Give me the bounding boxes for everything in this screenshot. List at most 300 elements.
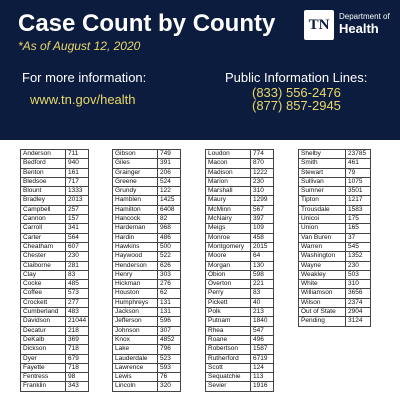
table-row [113, 224, 181, 233]
case-count-cell: 221 [251, 280, 274, 289]
table-row [206, 354, 274, 363]
county-name-cell: Decatur [21, 326, 66, 335]
case-count-cell: 2015 [251, 242, 274, 251]
case-count-cell: 83 [66, 270, 89, 279]
case-count-cell: 369 [66, 335, 89, 344]
county-name-cell: Bedford [21, 159, 66, 168]
case-count-cell: 113 [251, 373, 274, 382]
case-count-cell: 213 [251, 308, 274, 317]
table-row [113, 289, 181, 298]
table-row [206, 308, 274, 317]
county-name-cell: Henry [113, 270, 158, 279]
county-name-cell: Lake [113, 345, 158, 354]
county-name-cell: Lincoln [113, 382, 158, 391]
case-count-cell: 567 [251, 205, 274, 214]
county-table-column-4 [298, 149, 371, 327]
case-count-cell: 83 [251, 289, 274, 298]
case-count-cell: 679 [66, 354, 89, 363]
county-name-cell: Obion [206, 270, 251, 279]
case-count-cell: 276 [158, 280, 181, 289]
county-name-cell: Hancock [113, 215, 158, 224]
table-row [113, 345, 181, 354]
table-row [206, 298, 274, 307]
table-row [113, 215, 181, 224]
table-row [299, 150, 371, 159]
table-row [206, 187, 274, 196]
county-name-cell: Dyer [21, 354, 66, 363]
case-count-cell: 749 [158, 150, 181, 159]
table-row [206, 373, 274, 382]
county-name-cell: Johnson [113, 326, 158, 335]
county-name-cell: Out of State [299, 308, 346, 317]
case-count-cell: 718 [66, 345, 89, 354]
county-name-cell: Blount [21, 187, 66, 196]
case-count-cell: 310 [346, 280, 371, 289]
county-name-cell: White [299, 280, 346, 289]
case-count-cell: 6408 [158, 205, 181, 214]
case-count-cell: 522 [158, 252, 181, 261]
case-count-cell: 496 [251, 335, 274, 344]
case-count-cell: 774 [251, 150, 274, 159]
case-count-cell: 545 [346, 242, 371, 251]
county-name-cell: Hardin [113, 233, 158, 242]
county-name-cell: Weakley [299, 270, 346, 279]
table-row [21, 196, 89, 205]
county-name-cell: Rutherford [206, 354, 251, 363]
table-row [206, 335, 274, 344]
case-count-cell: 230 [346, 261, 371, 270]
tn-health-logo [304, 10, 396, 44]
table-row [299, 270, 371, 279]
county-name-cell: Humphreys [113, 298, 158, 307]
county-name-cell: Tipton [299, 196, 346, 205]
county-name-cell: Carroll [21, 224, 66, 233]
case-count-cell: 607 [66, 242, 89, 251]
case-count-cell: 1587 [251, 345, 274, 354]
case-count-cell: 593 [158, 363, 181, 372]
table-row [299, 289, 371, 298]
table-row [113, 354, 181, 363]
table-row [206, 205, 274, 214]
case-count-cell: 307 [158, 326, 181, 335]
case-count-cell: 124 [251, 363, 274, 372]
county-name-cell: Wayne [299, 261, 346, 270]
table-row [113, 382, 181, 391]
table-row [206, 270, 274, 279]
table-row [299, 252, 371, 261]
county-name-cell: Unicoi [299, 215, 346, 224]
table-row [113, 363, 181, 372]
case-count-cell: 161 [66, 168, 89, 177]
county-table-column-2 [112, 149, 181, 392]
county-name-cell: Henderson [113, 261, 158, 270]
table-row [21, 242, 89, 251]
table-row [113, 242, 181, 251]
county-name-cell: Haywood [113, 252, 158, 261]
county-name-cell: Loudon [206, 150, 251, 159]
table-row [21, 289, 89, 298]
case-count-cell: 257 [66, 205, 89, 214]
county-name-cell: Hamilton [113, 205, 158, 214]
table-row [21, 326, 89, 335]
case-count-cell: 461 [346, 159, 371, 168]
county-name-cell: Washington [299, 252, 346, 261]
case-count-cell: 3501 [346, 187, 371, 196]
county-name-cell: Roane [206, 335, 251, 344]
table-row [299, 159, 371, 168]
case-count-cell: 596 [158, 317, 181, 326]
case-count-cell: 343 [66, 382, 89, 391]
table-row [299, 177, 371, 186]
case-count-cell: 524 [158, 177, 181, 186]
county-name-cell: Lewis [113, 373, 158, 382]
table-row [113, 252, 181, 261]
case-count-cell: 1352 [346, 252, 371, 261]
table-row [206, 168, 274, 177]
table-row [113, 298, 181, 307]
case-count-cell: 717 [66, 177, 89, 186]
case-count-cell: 98 [66, 373, 89, 382]
county-name-cell: Stewart [299, 168, 346, 177]
county-name-cell: Sullivan [299, 177, 346, 186]
county-name-cell: Sumner [299, 187, 346, 196]
county-name-cell: Macon [206, 159, 251, 168]
table-row [299, 298, 371, 307]
table-row [206, 317, 274, 326]
county-name-cell: Williamson [299, 289, 346, 298]
table-row [206, 289, 274, 298]
county-name-cell: Wilson [299, 298, 346, 307]
table-row [113, 261, 181, 270]
case-count-cell: 626 [158, 261, 181, 270]
case-count-cell: 870 [251, 159, 274, 168]
table-row [21, 270, 89, 279]
county-name-cell: Bledsoe [21, 177, 66, 186]
case-count-cell: 64 [251, 252, 274, 261]
table-row [206, 382, 274, 391]
case-count-cell: 391 [158, 159, 181, 168]
county-name-cell: Benton [21, 168, 66, 177]
table-row [21, 215, 89, 224]
county-name-cell: Robertson [206, 345, 251, 354]
county-name-cell: Jefferson [113, 317, 158, 326]
county-table-area [0, 140, 400, 400]
table-row [21, 224, 89, 233]
county-name-cell: Fentress [21, 373, 66, 382]
case-count-cell: 711 [66, 150, 89, 159]
county-name-cell: Bradley [21, 196, 66, 205]
table-row [21, 187, 89, 196]
case-count-cell: 500 [158, 242, 181, 251]
table-row [299, 196, 371, 205]
case-count-cell: 1333 [66, 187, 89, 196]
table-row [299, 308, 371, 317]
table-row [113, 150, 181, 159]
table-row [299, 317, 371, 326]
table-row [21, 159, 89, 168]
case-count-cell: 79 [346, 168, 371, 177]
table-row [299, 242, 371, 251]
case-count-cell: 2374 [346, 298, 371, 307]
table-row [299, 168, 371, 177]
table-row [21, 345, 89, 354]
case-count-cell: 3124 [346, 317, 371, 326]
table-row [206, 261, 274, 270]
county-name-cell: Hamblen [113, 196, 158, 205]
county-name-cell: Lawrence [113, 363, 158, 372]
phone-number-2[interactable]: (877) 857-2945 [252, 98, 341, 113]
table-row [21, 335, 89, 344]
case-count-cell: 37 [346, 233, 371, 242]
county-name-cell: Van Buren [299, 233, 346, 242]
table-row [21, 373, 89, 382]
table-row [206, 150, 274, 159]
county-name-cell: Grundy [113, 187, 158, 196]
county-name-cell: Maury [206, 196, 251, 205]
table-row [206, 224, 274, 233]
case-count-cell: 458 [251, 233, 274, 242]
county-name-cell: Morgan [206, 261, 251, 270]
table-row [113, 373, 181, 382]
case-count-cell: 1425 [158, 196, 181, 205]
table-row [21, 298, 89, 307]
case-count-cell: 573 [66, 289, 89, 298]
table-row [113, 168, 181, 177]
case-count-cell: 1217 [346, 196, 371, 205]
table-row [206, 363, 274, 372]
county-name-cell: Gibson [113, 150, 158, 159]
table-row [299, 233, 371, 242]
table-row [299, 261, 371, 270]
county-name-cell: Giles [113, 159, 158, 168]
county-name-cell: Knox [113, 335, 158, 344]
case-count-cell: 6719 [251, 354, 274, 363]
county-name-cell: Scott [206, 363, 251, 372]
table-row [113, 196, 181, 205]
case-count-cell: 2904 [346, 308, 371, 317]
table-row [21, 233, 89, 242]
table-row [299, 205, 371, 214]
county-name-cell: Carter [21, 233, 66, 242]
case-count-cell: 598 [251, 270, 274, 279]
case-count-cell: 218 [66, 326, 89, 335]
county-name-cell: Rhea [206, 326, 251, 335]
case-count-cell: 320 [158, 382, 181, 391]
health-website-link[interactable]: www.tn.gov/health [30, 92, 136, 107]
info-lines-label: Public Information Lines: [225, 70, 368, 85]
county-name-cell: Marshall [206, 187, 251, 196]
case-count-cell: 1075 [346, 177, 371, 186]
table-row [113, 205, 181, 214]
county-name-cell: Marion [206, 177, 251, 186]
table-row [113, 280, 181, 289]
table-row [113, 308, 181, 317]
table-row [113, 270, 181, 279]
case-count-cell: 483 [66, 308, 89, 317]
county-name-cell: Montgomery [206, 242, 251, 251]
county-name-cell: Claiborne [21, 261, 66, 270]
county-name-cell: Hickman [113, 280, 158, 289]
table-row [206, 196, 274, 205]
case-count-cell: 281 [66, 261, 89, 270]
case-count-cell: 230 [251, 177, 274, 186]
county-name-cell: Jackson [113, 308, 158, 317]
county-table-column-3 [205, 149, 274, 392]
county-name-cell: Campbell [21, 205, 66, 214]
case-count-cell: 206 [158, 168, 181, 177]
county-name-cell: Cheatham [21, 242, 66, 251]
table-row [21, 150, 89, 159]
table-row [113, 233, 181, 242]
county-name-cell: Meigs [206, 224, 251, 233]
case-count-cell: 277 [66, 298, 89, 307]
county-name-cell: Dickson [21, 345, 66, 354]
table-row [21, 261, 89, 270]
case-count-cell: 341 [66, 224, 89, 233]
more-info-label: For more information: [22, 70, 147, 85]
county-name-cell: McMinn [206, 205, 251, 214]
county-name-cell: Madison [206, 168, 251, 177]
table-row [206, 233, 274, 242]
county-name-cell: Monroe [206, 233, 251, 242]
case-count-cell: 1583 [346, 205, 371, 214]
table-row [113, 159, 181, 168]
table-row [206, 280, 274, 289]
county-name-cell: Polk [206, 308, 251, 317]
county-name-cell: Pending [299, 317, 346, 326]
case-count-cell: 523 [158, 354, 181, 363]
county-name-cell: Sevier [206, 382, 251, 391]
case-count-cell: 130 [251, 261, 274, 270]
logo-department-text: Department of [339, 12, 390, 21]
county-name-cell: Lauderdale [113, 354, 158, 363]
county-name-cell: Anderson [21, 150, 66, 159]
case-count-cell: 1916 [251, 382, 274, 391]
case-count-cell: 2013 [66, 196, 89, 205]
case-count-cell: 1222 [251, 168, 274, 177]
logo-health-text: Health [339, 21, 379, 36]
case-count-cell: 303 [158, 270, 181, 279]
county-name-cell: Moore [206, 252, 251, 261]
case-count-cell: 131 [158, 298, 181, 307]
case-count-cell: 230 [66, 252, 89, 261]
table-row [206, 177, 274, 186]
case-count-cell: 157 [66, 215, 89, 224]
case-count-cell: 397 [251, 215, 274, 224]
table-row [21, 317, 89, 326]
county-name-cell: Warren [299, 242, 346, 251]
case-count-cell: 547 [251, 326, 274, 335]
case-count-cell: 485 [66, 280, 89, 289]
case-count-cell: 940 [66, 159, 89, 168]
county-name-cell: Crockett [21, 298, 66, 307]
case-count-cell: 718 [66, 363, 89, 372]
county-name-cell: Greene [113, 177, 158, 186]
tn-logo-icon: TN [304, 10, 334, 40]
county-name-cell: Cocke [21, 280, 66, 289]
case-count-cell: 1840 [251, 317, 274, 326]
county-name-cell: Davidson [21, 317, 66, 326]
header-banner [0, 0, 400, 140]
table-row [21, 177, 89, 186]
table-row [206, 252, 274, 261]
case-count-cell: 796 [158, 345, 181, 354]
table-row [206, 326, 274, 335]
table-row [113, 326, 181, 335]
table-row [21, 252, 89, 261]
case-count-cell: 175 [346, 215, 371, 224]
table-row [206, 159, 274, 168]
table-row [21, 382, 89, 391]
table-row [21, 168, 89, 177]
table-row [113, 187, 181, 196]
county-name-cell: Smith [299, 159, 346, 168]
case-count-cell: 82 [158, 215, 181, 224]
county-table-column-1 [20, 149, 89, 392]
table-row [113, 177, 181, 186]
county-name-cell: Hawkins [113, 242, 158, 251]
table-row [113, 335, 181, 344]
county-name-cell: Cumberland [21, 308, 66, 317]
county-name-cell: Cannon [21, 215, 66, 224]
case-count-cell: 21044 [66, 317, 89, 326]
county-name-cell: McNairy [206, 215, 251, 224]
county-name-cell: Shelby [299, 150, 346, 159]
case-count-cell: 62 [158, 289, 181, 298]
case-count-cell: 76 [158, 373, 181, 382]
case-count-cell: 131 [158, 308, 181, 317]
county-name-cell: Pickett [206, 298, 251, 307]
table-row [206, 215, 274, 224]
case-count-cell: 4852 [158, 335, 181, 344]
table-row [299, 224, 371, 233]
county-name-cell: Overton [206, 280, 251, 289]
county-name-cell: Perry [206, 289, 251, 298]
case-count-cell: 165 [346, 224, 371, 233]
table-row [21, 354, 89, 363]
table-row [21, 308, 89, 317]
county-name-cell: Putnam [206, 317, 251, 326]
county-name-cell: Clay [21, 270, 66, 279]
county-name-cell: Sequatchie [206, 373, 251, 382]
table-row [21, 280, 89, 289]
county-name-cell: Chester [21, 252, 66, 261]
county-name-cell: DeKalb [21, 335, 66, 344]
county-name-cell: Hardeman [113, 224, 158, 233]
county-name-cell: Union [299, 224, 346, 233]
table-row [299, 280, 371, 289]
case-count-cell: 310 [251, 187, 274, 196]
page-title: Case Count by County [18, 10, 276, 37]
table-row [206, 345, 274, 354]
county-name-cell: Fayette [21, 363, 66, 372]
phone-number-1[interactable]: (833) 556-2476 [252, 85, 341, 100]
table-row [299, 187, 371, 196]
case-count-cell: 968 [158, 224, 181, 233]
case-count-cell: 564 [66, 233, 89, 242]
county-name-cell: Coffee [21, 289, 66, 298]
case-count-cell: 486 [158, 233, 181, 242]
county-name-cell: Houston [113, 289, 158, 298]
case-count-cell: 122 [158, 187, 181, 196]
case-count-cell: 503 [346, 270, 371, 279]
case-count-cell: 1299 [251, 196, 274, 205]
case-count-cell: 109 [251, 224, 274, 233]
table-row [299, 215, 371, 224]
case-count-cell: 40 [251, 298, 274, 307]
table-row [113, 317, 181, 326]
case-count-cell: 23785 [346, 150, 371, 159]
